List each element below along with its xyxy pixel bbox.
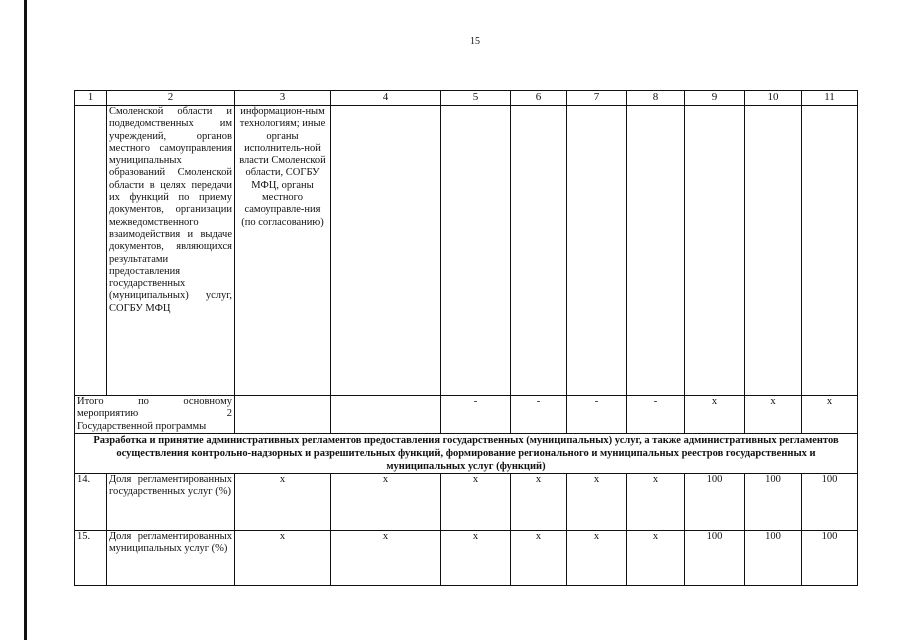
itogo-value: х [802,396,858,434]
section-title: Разработка и принятие административных регламентов предоставления государственных (муниципальных) услуг, а также административных регламентов осуществления контрольно-надзорных и разрешительных функций, формирование регионального и муниципальных реестров государственных и муниципальных услуг (функций) [75,434,858,474]
header-cell: 6 [511,91,567,106]
table-row: 15. Доля регламентированных муниципальных услуг (%) х х х х х х 100 100 100 [75,531,858,586]
itogo-row [75,396,858,434]
indicator-name: Доля регламентированных государственных услуг (%) [107,474,235,531]
page-edge-bar [24,0,27,640]
itogo-value: - [441,396,511,434]
header-cell: 4 [331,91,441,106]
itogo-value: х [685,396,745,434]
itogo-label: Итого по основному мероприятию 2 Государственной программы [75,396,235,434]
section-heading-row [75,434,858,474]
itogo-value: - [627,396,685,434]
page-number: 15 [470,36,480,47]
itogo-value: - [567,396,627,434]
continuation-executor: информацион-ным технологиям; иные органы исполнитель-ной власти Смоленской области, СОГБУ МФЦ, органы местного самоуправле-ния (по согласованию) [235,106,331,396]
header-cell: 10 [745,91,802,106]
header-cell: 5 [441,91,511,106]
header-cell: 9 [685,91,745,106]
header-cell: 8 [627,91,685,106]
row-number: 14. [75,474,107,531]
table-row [75,106,858,396]
indicators-table [74,90,858,586]
header-cell: 3 [235,91,331,106]
table-header-row [75,91,858,106]
header-cell: 7 [567,91,627,106]
continuation-description: Смоленской области и подведомственных им учреждений, органов местного самоуправления муниципальных образований Смоленской области в целях передачи их функций по приему документов, организации межведомственного взаимодействия и выдаче документов, являющихся результатами предоставления государственных (муниципальных) услуг, СОГБУ МФЦ [107,106,235,396]
header-cell: 1 [75,91,107,106]
header-cell: 11 [802,91,858,106]
table-row: 14. Доля регламентированных государственных услуг (%) х х х х х х 100 100 100 [75,474,858,531]
indicator-name: Доля регламентированных муниципальных услуг (%) [107,531,235,586]
header-cell: 2 [107,91,235,106]
itogo-value: х [745,396,802,434]
itogo-value: - [511,396,567,434]
row-number: 15. [75,531,107,586]
